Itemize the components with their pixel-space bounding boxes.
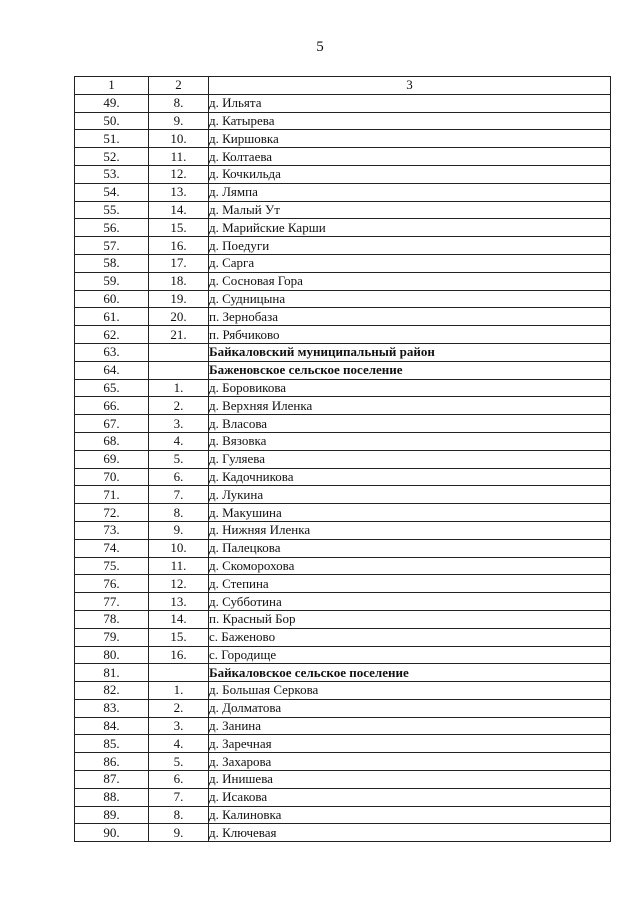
sub-number-cell: 15. bbox=[149, 628, 209, 646]
sub-number-cell: 16. bbox=[149, 646, 209, 664]
sub-number-cell: 12. bbox=[149, 575, 209, 593]
locality-name-cell: д. Верхняя Иленка bbox=[209, 397, 611, 415]
locality-name-cell: д. Судницына bbox=[209, 290, 611, 308]
locality-name-cell: д. Занина bbox=[209, 717, 611, 735]
locality-name-cell: д. Вязовка bbox=[209, 432, 611, 450]
locality-name-cell: с. Баженово bbox=[209, 628, 611, 646]
table-row bbox=[75, 130, 611, 148]
column-header-3: 3 bbox=[209, 77, 611, 95]
page-number: 5 bbox=[316, 39, 324, 55]
sub-number-cell: 15. bbox=[149, 219, 209, 237]
table-row bbox=[75, 326, 611, 344]
sub-number-cell: 6. bbox=[149, 468, 209, 486]
table-row bbox=[75, 788, 611, 806]
table-row bbox=[75, 664, 611, 682]
locality-name-cell: д. Заречная bbox=[209, 735, 611, 753]
locality-name-cell: д. Степина bbox=[209, 575, 611, 593]
sub-number-cell: 2. bbox=[149, 699, 209, 717]
table-row bbox=[75, 237, 611, 255]
sub-number-cell: 1. bbox=[149, 379, 209, 397]
locality-name-cell: д. Кочкильда bbox=[209, 165, 611, 183]
locality-name-cell: д. Долматова bbox=[209, 699, 611, 717]
row-number-cell: 63. bbox=[75, 343, 149, 361]
table-row bbox=[75, 219, 611, 237]
sub-number-cell: 5. bbox=[149, 450, 209, 468]
row-number-cell: 61. bbox=[75, 308, 149, 326]
table-row bbox=[75, 183, 611, 201]
sub-number-cell: 8. bbox=[149, 806, 209, 824]
table-row bbox=[75, 290, 611, 308]
table-body bbox=[75, 77, 611, 842]
locality-name-cell: д. Гуляева bbox=[209, 450, 611, 468]
locality-name-cell: д. Калиновка bbox=[209, 806, 611, 824]
sub-number-cell: 13. bbox=[149, 183, 209, 201]
table-row bbox=[75, 112, 611, 130]
row-number-cell: 79. bbox=[75, 628, 149, 646]
row-number-cell: 60. bbox=[75, 290, 149, 308]
sub-number-cell bbox=[149, 343, 209, 361]
row-number-cell: 64. bbox=[75, 361, 149, 379]
locality-name-cell: д. Скоморохова bbox=[209, 557, 611, 575]
row-number-cell: 68. bbox=[75, 432, 149, 450]
row-number-cell: 56. bbox=[75, 219, 149, 237]
sub-number-cell: 4. bbox=[149, 432, 209, 450]
table-row bbox=[75, 824, 611, 842]
sub-number-cell: 17. bbox=[149, 254, 209, 272]
locality-name-cell: д. Исакова bbox=[209, 788, 611, 806]
table-row bbox=[75, 575, 611, 593]
row-number-cell: 82. bbox=[75, 682, 149, 700]
sub-number-cell: 11. bbox=[149, 148, 209, 166]
row-number-cell: 73. bbox=[75, 521, 149, 539]
row-number-cell: 65. bbox=[75, 379, 149, 397]
row-number-cell: 58. bbox=[75, 254, 149, 272]
row-number-cell: 75. bbox=[75, 557, 149, 575]
table-row bbox=[75, 254, 611, 272]
table-row bbox=[75, 717, 611, 735]
row-number-cell: 77. bbox=[75, 593, 149, 611]
table-row bbox=[75, 148, 611, 166]
locality-name-cell: д. Лямпа bbox=[209, 183, 611, 201]
table-header-row bbox=[75, 77, 611, 95]
sub-number-cell: 1. bbox=[149, 682, 209, 700]
table-row bbox=[75, 432, 611, 450]
row-number-cell: 53. bbox=[75, 165, 149, 183]
table-row bbox=[75, 557, 611, 575]
table-row bbox=[75, 486, 611, 504]
locality-name-cell: д. Сарга bbox=[209, 254, 611, 272]
row-number-cell: 71. bbox=[75, 486, 149, 504]
settlements-table bbox=[74, 76, 611, 842]
sub-number-cell: 12. bbox=[149, 165, 209, 183]
sub-number-cell: 19. bbox=[149, 290, 209, 308]
table-row bbox=[75, 771, 611, 789]
row-number-cell: 85. bbox=[75, 735, 149, 753]
row-number-cell: 86. bbox=[75, 753, 149, 771]
locality-name-cell: Баженовское сельское поселение bbox=[209, 361, 611, 379]
sub-number-cell: 10. bbox=[149, 539, 209, 557]
locality-name-cell: д. Ильята bbox=[209, 94, 611, 112]
sub-number-cell: 14. bbox=[149, 610, 209, 628]
sub-number-cell: 5. bbox=[149, 753, 209, 771]
sub-number-cell bbox=[149, 664, 209, 682]
row-number-cell: 78. bbox=[75, 610, 149, 628]
locality-name-cell: д. Большая Серкова bbox=[209, 682, 611, 700]
row-number-cell: 81. bbox=[75, 664, 149, 682]
locality-name-cell: д. Колтаева bbox=[209, 148, 611, 166]
table-row bbox=[75, 504, 611, 522]
locality-name-cell: д. Кадочникова bbox=[209, 468, 611, 486]
row-number-cell: 49. bbox=[75, 94, 149, 112]
sub-number-cell: 7. bbox=[149, 486, 209, 504]
sub-number-cell: 9. bbox=[149, 112, 209, 130]
row-number-cell: 69. bbox=[75, 450, 149, 468]
row-number-cell: 67. bbox=[75, 415, 149, 433]
table-row bbox=[75, 628, 611, 646]
sub-number-cell: 14. bbox=[149, 201, 209, 219]
table-row bbox=[75, 646, 611, 664]
sub-number-cell: 18. bbox=[149, 272, 209, 290]
table-row bbox=[75, 308, 611, 326]
table-row bbox=[75, 415, 611, 433]
sub-number-cell: 8. bbox=[149, 94, 209, 112]
locality-name-cell: д. Захарова bbox=[209, 753, 611, 771]
row-number-cell: 52. bbox=[75, 148, 149, 166]
locality-name-cell: п. Красный Бор bbox=[209, 610, 611, 628]
table-row bbox=[75, 753, 611, 771]
sub-number-cell: 2. bbox=[149, 397, 209, 415]
row-number-cell: 74. bbox=[75, 539, 149, 557]
sub-number-cell: 16. bbox=[149, 237, 209, 255]
table-row bbox=[75, 450, 611, 468]
locality-name-cell: д. Власова bbox=[209, 415, 611, 433]
row-number-cell: 83. bbox=[75, 699, 149, 717]
sub-number-cell: 11. bbox=[149, 557, 209, 575]
sub-number-cell: 9. bbox=[149, 521, 209, 539]
column-header-2: 2 bbox=[149, 77, 209, 95]
locality-name-cell: Байкаловское сельское поселение bbox=[209, 664, 611, 682]
row-number-cell: 80. bbox=[75, 646, 149, 664]
sub-number-cell: 6. bbox=[149, 771, 209, 789]
row-number-cell: 70. bbox=[75, 468, 149, 486]
row-number-cell: 50. bbox=[75, 112, 149, 130]
table-row bbox=[75, 94, 611, 112]
table-row bbox=[75, 699, 611, 717]
sub-number-cell: 13. bbox=[149, 593, 209, 611]
row-number-cell: 76. bbox=[75, 575, 149, 593]
locality-name-cell: д. Ключевая bbox=[209, 824, 611, 842]
table-row bbox=[75, 468, 611, 486]
table-row bbox=[75, 343, 611, 361]
table-row bbox=[75, 682, 611, 700]
row-number-cell: 72. bbox=[75, 504, 149, 522]
sub-number-cell: 10. bbox=[149, 130, 209, 148]
locality-name-cell: п. Зернобаза bbox=[209, 308, 611, 326]
locality-name-cell: д. Поедуги bbox=[209, 237, 611, 255]
locality-name-cell: д. Инишева bbox=[209, 771, 611, 789]
locality-name-cell: д. Марийские Карши bbox=[209, 219, 611, 237]
locality-name-cell: д. Киршовка bbox=[209, 130, 611, 148]
table-row bbox=[75, 165, 611, 183]
sub-number-cell: 7. bbox=[149, 788, 209, 806]
locality-name-cell: д. Малый Ут bbox=[209, 201, 611, 219]
row-number-cell: 57. bbox=[75, 237, 149, 255]
sub-number-cell: 8. bbox=[149, 504, 209, 522]
locality-name-cell: д. Субботина bbox=[209, 593, 611, 611]
sub-number-cell: 3. bbox=[149, 717, 209, 735]
locality-name-cell: п. Рябчиково bbox=[209, 326, 611, 344]
row-number-cell: 54. bbox=[75, 183, 149, 201]
sub-number-cell: 3. bbox=[149, 415, 209, 433]
sub-number-cell: 20. bbox=[149, 308, 209, 326]
sub-number-cell: 21. bbox=[149, 326, 209, 344]
locality-name-cell: д. Макушина bbox=[209, 504, 611, 522]
row-number-cell: 88. bbox=[75, 788, 149, 806]
table-row bbox=[75, 735, 611, 753]
table-row bbox=[75, 610, 611, 628]
locality-name-cell: д. Катырева bbox=[209, 112, 611, 130]
locality-name-cell: Байкаловский муниципальный район bbox=[209, 343, 611, 361]
row-number-cell: 55. bbox=[75, 201, 149, 219]
locality-name-cell: д. Палецкова bbox=[209, 539, 611, 557]
row-number-cell: 62. bbox=[75, 326, 149, 344]
table-row bbox=[75, 272, 611, 290]
table-row bbox=[75, 539, 611, 557]
table-row bbox=[75, 379, 611, 397]
table-row bbox=[75, 361, 611, 379]
table-row bbox=[75, 201, 611, 219]
sub-number-cell bbox=[149, 361, 209, 379]
table-row bbox=[75, 521, 611, 539]
row-number-cell: 66. bbox=[75, 397, 149, 415]
table-row bbox=[75, 397, 611, 415]
locality-name-cell: д. Боровикова bbox=[209, 379, 611, 397]
column-header-1: 1 bbox=[75, 77, 149, 95]
table-row bbox=[75, 593, 611, 611]
row-number-cell: 59. bbox=[75, 272, 149, 290]
row-number-cell: 87. bbox=[75, 771, 149, 789]
row-number-cell: 51. bbox=[75, 130, 149, 148]
locality-name-cell: д. Лукина bbox=[209, 486, 611, 504]
locality-name-cell: д. Сосновая Гора bbox=[209, 272, 611, 290]
sub-number-cell: 4. bbox=[149, 735, 209, 753]
row-number-cell: 90. bbox=[75, 824, 149, 842]
locality-name-cell: д. Нижняя Иленка bbox=[209, 521, 611, 539]
table-row bbox=[75, 806, 611, 824]
row-number-cell: 89. bbox=[75, 806, 149, 824]
locality-name-cell: с. Городище bbox=[209, 646, 611, 664]
sub-number-cell: 9. bbox=[149, 824, 209, 842]
row-number-cell: 84. bbox=[75, 717, 149, 735]
